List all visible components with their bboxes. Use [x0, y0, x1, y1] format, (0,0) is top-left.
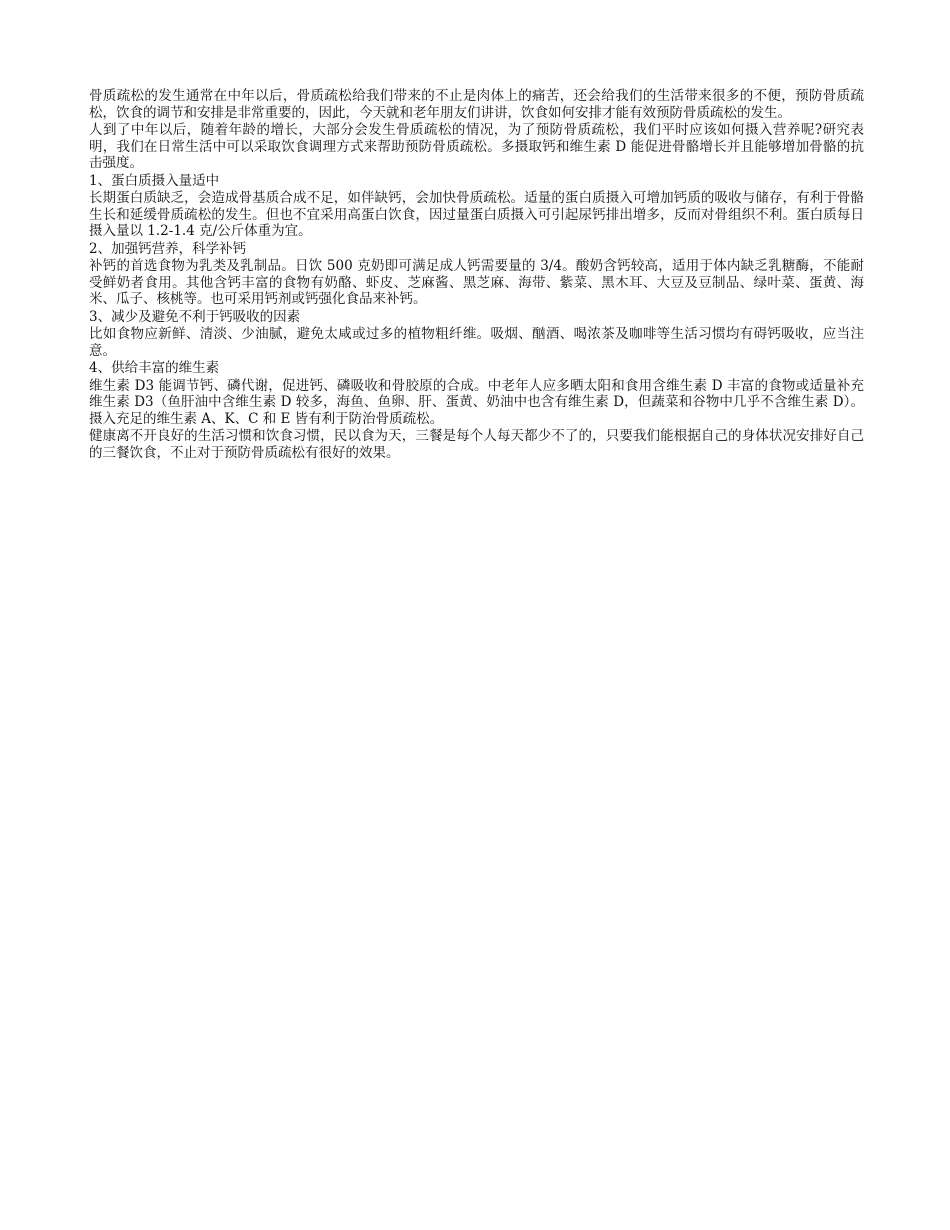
- absorption-paragraph: 比如食物应新鲜、清淡、少油腻，避免太咸或过多的植物粗纤维。吸烟、酗酒、喝浓茶及咖啡等生活习惯均有碍钙吸收，应当注意。: [89, 326, 864, 359]
- section-heading-absorption: 3、减少及避免不利于钙吸收的因素: [89, 308, 301, 325]
- section-heading-vitamins: 4、供给丰富的维生素: [89, 360, 220, 376]
- vitamins-paragraph: 维生素 D3 能调节钙、磷代谢，促进钙、磷吸收和骨胶原的合成。中老年人应多晒太阳和食用含维生素 D 丰富的食物或适量补充维生素 D3（鱼肝油中含维生素 D 较多，海鱼、鱼卵、肝、蛋黄、奶油中也含有维生素 D，但蔬菜和谷物中几乎不含维生素 D）。摄入充足的维生素 A、K、C 和 E 皆有利于防治骨质疏松。: [89, 377, 864, 427]
- document-body: [89, 88, 864, 462]
- conclusion-paragraph: 健康离不开良好的生活习惯和饮食习惯，民以食为天，三餐是每个人每天都少不了的，只要我们能根据自己的身体状况安排好自己的三餐饮食，不止对于预防骨质疏松有很好的效果。: [89, 428, 864, 461]
- protein-paragraph: 长期蛋白质缺乏，会造成骨基质合成不足，如伴缺钙，会加快骨质疏松。适量的蛋白质摄入可增加钙质的吸收与储存，有利于骨骼生长和延缓骨质疏松的发生。但也不宜采用高蛋白饮食，因过量蛋白质摄入可引起尿钙排出增多，反而对骨组织不利。蛋白质每日摄入量以 1.2-1.4 克/公斤体重为宜。: [89, 190, 864, 239]
- calcium-paragraph: 补钙的首选食物为乳类及乳制品。日饮 500 克奶即可满足成人钙需要量的 3/4。酸奶含钙较高，适用于体内缺乏乳糖酶，不能耐受鲜奶者食用。其他含钙丰富的食物有奶酪、虾皮、芝麻酱、黑芝麻、海带、紫菜、黑木耳、大豆及豆制品、绿叶菜、蛋黄、海米、瓜子、核桃等。也可采用钙剂或钙强化食品来补钙。: [89, 258, 864, 307]
- intro-paragraph: 骨质疏松的发生通常在中年以后，骨质疏松给我们带来的不止是肉体上的痛苦，还会给我们的生活带来很多的不便，预防骨质疏松，饮食的调节和安排是非常重要的，因此，今天就和老年朋友们讲讲，饮食如何安排才能有效预防骨质疏松的发生。: [89, 88, 864, 121]
- section-heading-calcium: 2、加强钙营养，科学补钙: [89, 240, 247, 257]
- section-heading-protein: 1、蛋白质摄入量适中: [89, 172, 220, 189]
- background-paragraph: 人到了中年以后，随着年龄的增长，大部分会发生骨质疏松的情况，为了预防骨质疏松，我们平时应该如何摄入营养呢?研究表明，我们在日常生活中可以采取饮食调理方式来帮助预防骨质疏松。多摄取钙和维生素 D 能促进骨骼增长并且能够增加骨骼的抗击强度。: [89, 122, 864, 171]
